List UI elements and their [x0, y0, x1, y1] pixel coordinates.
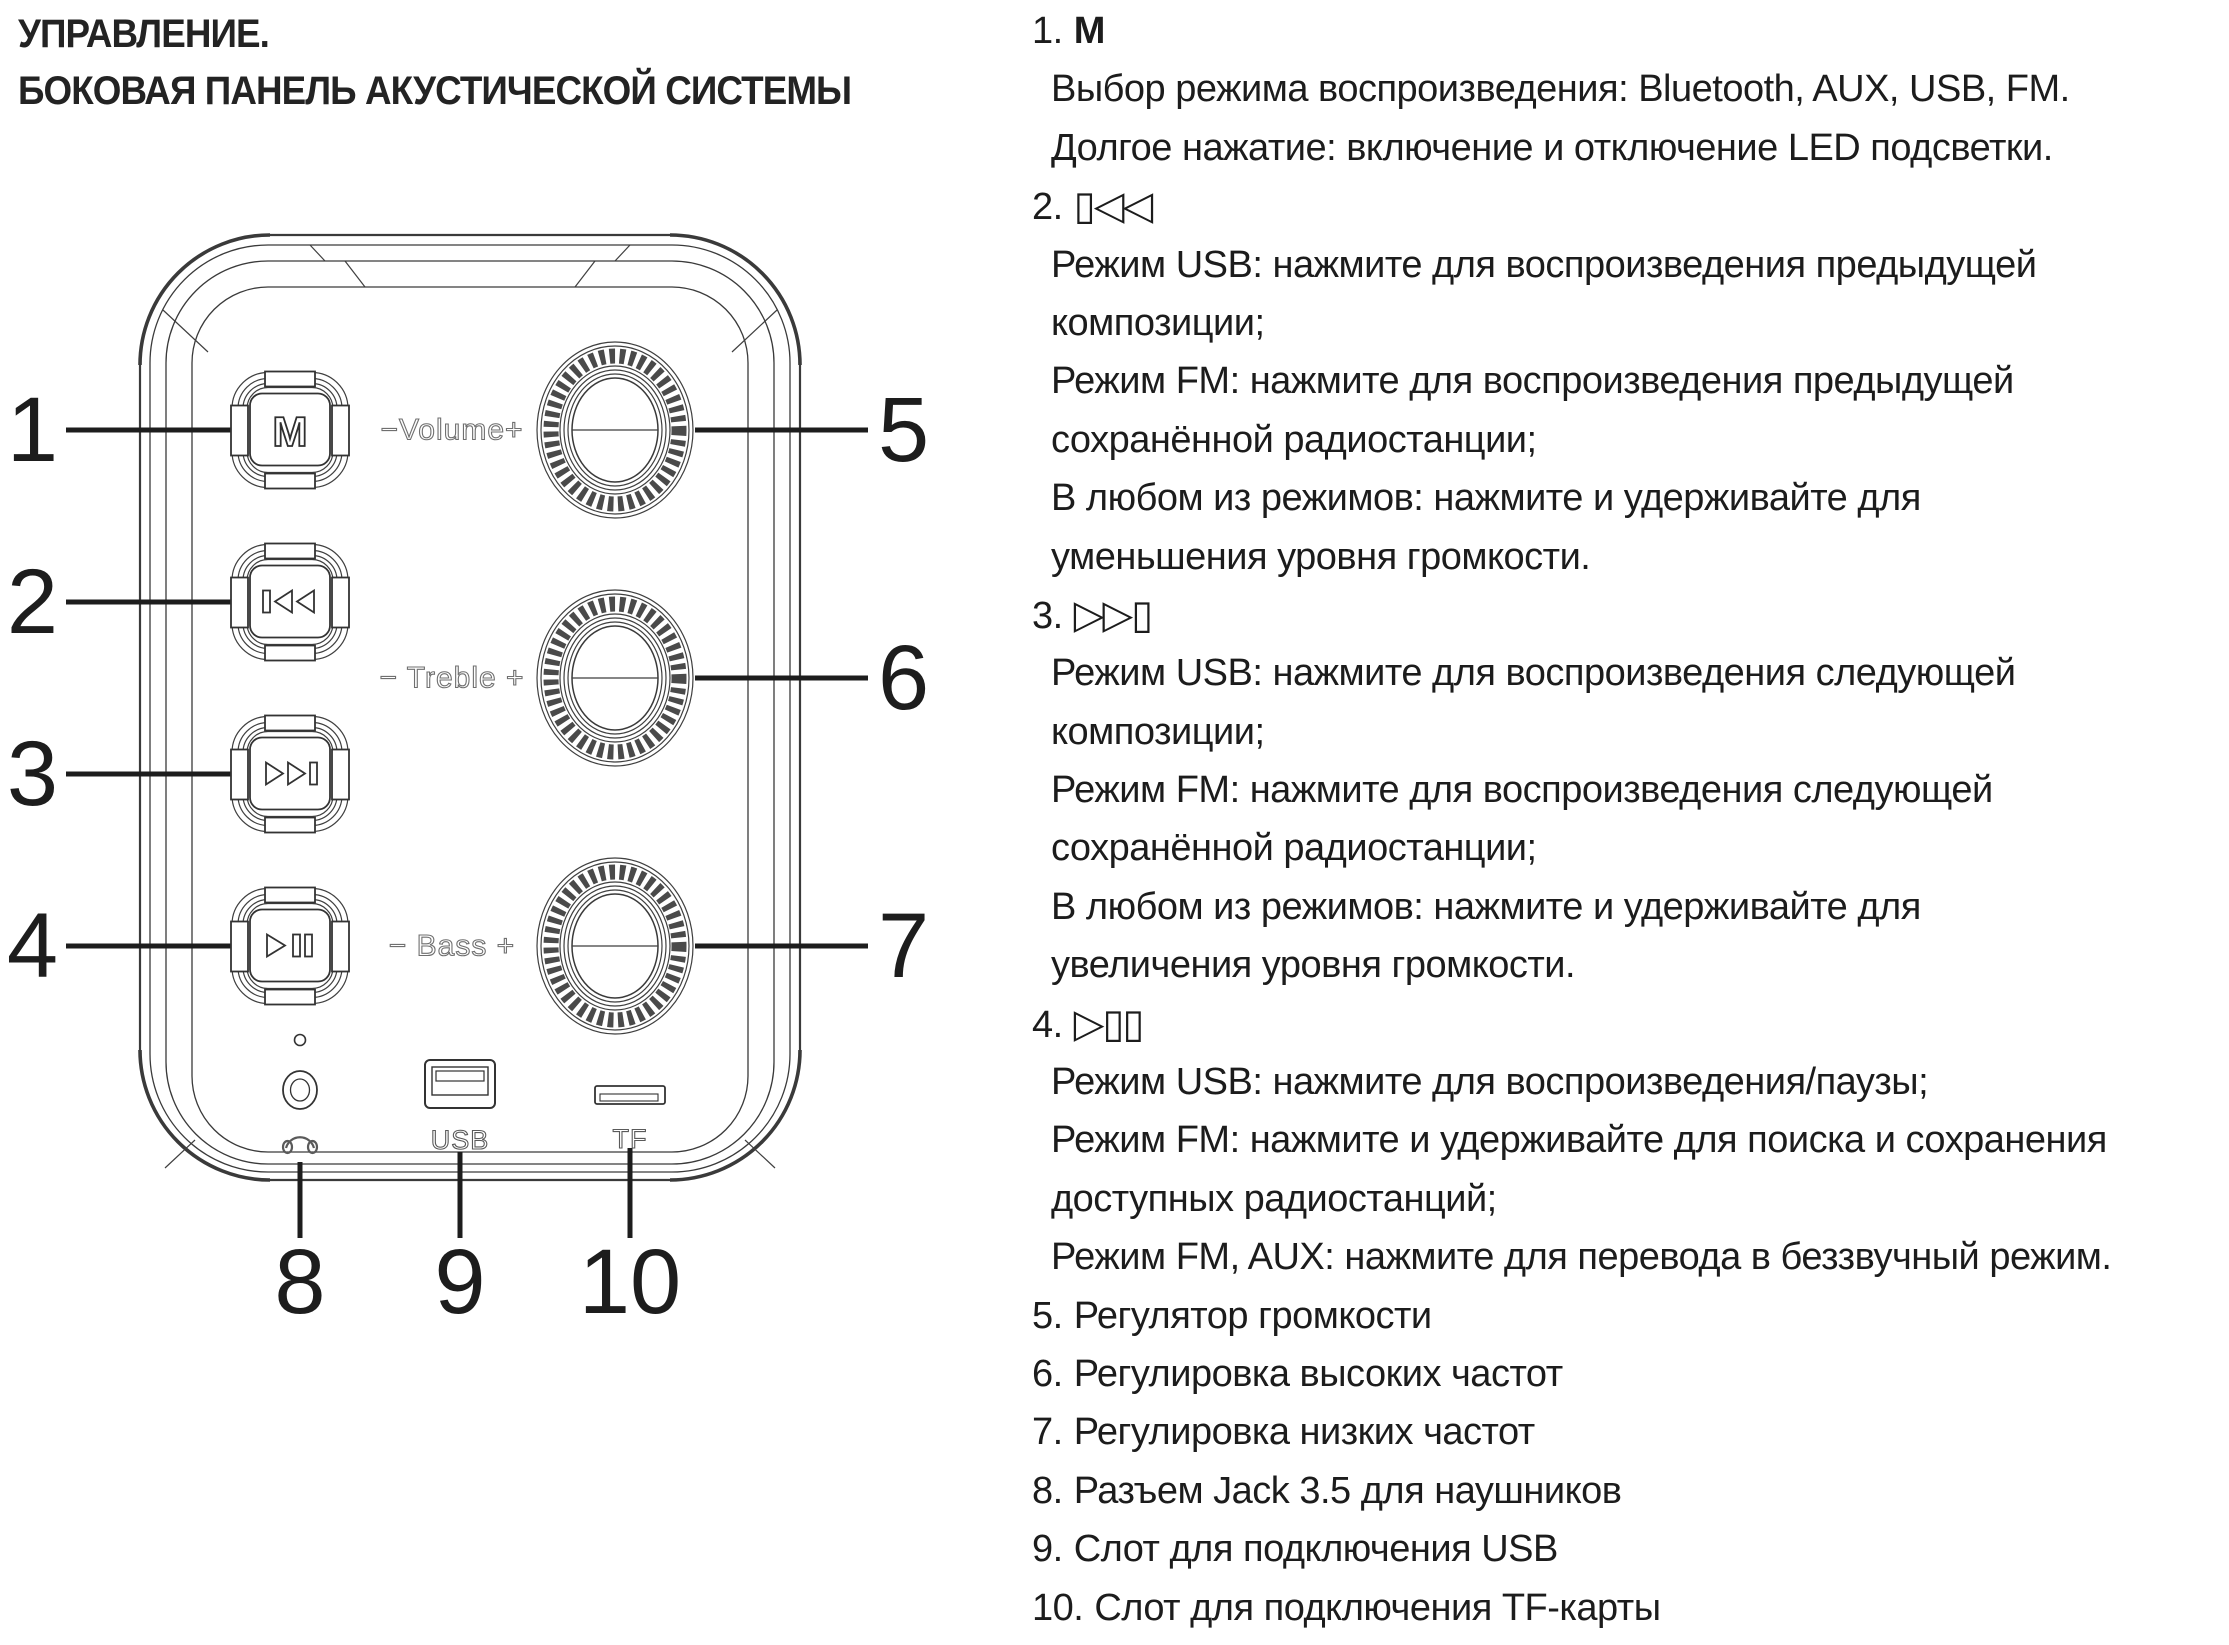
callouts-left [7, 379, 237, 997]
legend-item-10 [1032, 1579, 2222, 1637]
play-pause-icon: ▷▯▯ [1073, 1000, 1143, 1047]
previous-track-icon: ▯◁◁ [1073, 183, 1152, 230]
device-panel [140, 235, 800, 1180]
headphone-icon [283, 1137, 317, 1153]
callout-number-10: 10 [578, 1231, 682, 1333]
treble-knob [537, 590, 693, 766]
legend-item-4-number: 4. [1032, 1003, 1063, 1046]
bass-knob [537, 858, 693, 1034]
legend-item-4-line: Режим USB: нажмите для воспроизведения/паузы; [1051, 1061, 1929, 1104]
legend-item-8-text: Разъем Jack 3.5 для наушников [1073, 1469, 1622, 1512]
page-title-line1: УПРАВЛЕНИЕ. [18, 12, 269, 56]
callout-number-3: 3 [6, 723, 58, 825]
legend-item-2-line: Режим FM: нажмите для воспроизведения предыдущей [1051, 360, 2014, 403]
legend-item-3-line: В любом из режимов: нажмите и удерживайте для [1051, 885, 1921, 928]
legend-item-3-number: 3. [1032, 594, 1063, 637]
volume-knob [537, 342, 693, 518]
callout-number-9: 9 [434, 1231, 486, 1333]
callout-number-4: 4 [6, 895, 58, 997]
play-pause-button [231, 888, 349, 1005]
legend-item-5-number: 5. [1032, 1294, 1063, 1337]
legend-item-2-line: Режим USB: нажмите для воспроизведения предыдущей [1051, 243, 2037, 286]
legend-item-10-text: Слот для подключения TF-карты [1094, 1586, 1661, 1629]
bass-label: − Bass + [388, 929, 516, 963]
legend-item-4-line: доступных радиостанций; [1051, 1177, 1497, 1220]
mode-button-ref: M [1073, 10, 1105, 52]
legend-item-2-line: сохранённой радиостанции; [1051, 418, 1537, 461]
callouts-right [695, 379, 929, 997]
callout-number-5: 5 [878, 379, 930, 481]
led-indicator [295, 1035, 306, 1046]
legend-item-10-number: 10. [1032, 1586, 1084, 1629]
legend-item-9-text: Слот для подключения USB [1073, 1528, 1558, 1571]
legend-item-9-number: 9. [1032, 1528, 1063, 1571]
tf-slot-label: TF [612, 1124, 648, 1154]
tf-slot [595, 1086, 665, 1104]
volume-label: −Volume+ [380, 413, 524, 447]
legend-item-4-line: Режим FM: нажмите и удерживайте для поиска и сохранения [1051, 1119, 2107, 1162]
callout-number-7: 7 [878, 895, 930, 997]
legend-item-9 [1032, 1520, 2222, 1578]
page-title [18, 6, 851, 120]
legend [1032, 2, 2222, 1637]
legend-item-3-line: Режим FM: нажмите для воспроизведения следующей [1051, 769, 1993, 812]
callout-number-6: 6 [878, 627, 930, 729]
mode-button-label: M [272, 408, 308, 455]
legend-item-3-head [1032, 586, 2222, 644]
legend-item-6 [1032, 1345, 2222, 1403]
diagram-svg [0, 150, 1010, 1480]
legend-item-7 [1032, 1403, 2222, 1461]
speaker-side-panel-diagram [0, 150, 1010, 1485]
callout-number-1: 1 [6, 379, 58, 481]
usb-port [425, 1060, 495, 1108]
legend-item-2-head [1032, 177, 2222, 235]
next-track-button [231, 716, 349, 833]
previous-track-button [231, 544, 349, 661]
legend-item-2-line: уменьшения уровня громкости. [1051, 535, 1591, 578]
legend-item-3-line: композиции; [1051, 710, 1265, 753]
legend-item-1-number: 1. [1032, 10, 1063, 52]
legend-item-5 [1032, 1287, 2222, 1345]
headphone-jack [283, 1071, 317, 1109]
legend-item-1-line: Долгое нажатие: включение и отключение LED подсветки. [1051, 126, 2053, 169]
legend-item-2-number: 2. [1032, 186, 1063, 229]
page-title-line2: БОКОВАЯ ПАНЕЛЬ АКУСТИЧЕСКОЙ СИСТЕМЫ [18, 69, 852, 113]
legend-item-2-line: В любом из режимов: нажмите и удерживайте для [1051, 477, 1921, 520]
legend-item-7-number: 7. [1032, 1411, 1063, 1454]
legend-item-3-line: увеличения уровня громкости. [1051, 944, 1576, 987]
usb-port-label: USB [430, 1125, 490, 1155]
legend-item-8 [1032, 1462, 2222, 1520]
legend-item-8-number: 8. [1032, 1469, 1063, 1512]
legend-item-5-text: Регулятор громкости [1073, 1294, 1432, 1337]
callouts-bottom [274, 1148, 681, 1333]
legend-item-4-line: Режим FM, AUX: нажмите для перевода в беззвучный режим. [1051, 1236, 2112, 1279]
treble-label: − Treble + [379, 661, 525, 695]
legend-item-2-line: композиции; [1051, 301, 1265, 344]
callout-number-2: 2 [6, 551, 58, 653]
legend-item-3-line: Режим USB: нажмите для воспроизведения следующей [1051, 652, 2016, 695]
next-track-icon: ▷▷▯ [1073, 591, 1152, 638]
legend-item-1-head [1032, 2, 2222, 60]
legend-item-6-number: 6. [1032, 1352, 1063, 1395]
legend-item-7-text: Регулировка низких частот [1073, 1411, 1535, 1454]
callout-number-8: 8 [274, 1231, 326, 1333]
legend-item-3-line: сохранённой радиостанции; [1051, 827, 1537, 870]
legend-item-4-head [1032, 995, 2222, 1053]
legend-item-6-text: Регулировка высоких частот [1073, 1352, 1563, 1395]
legend-item-1-line: Выбор режима воспроизведения: Bluetooth, AUX, USB, FM. [1051, 68, 2070, 111]
mode-button [231, 372, 349, 489]
